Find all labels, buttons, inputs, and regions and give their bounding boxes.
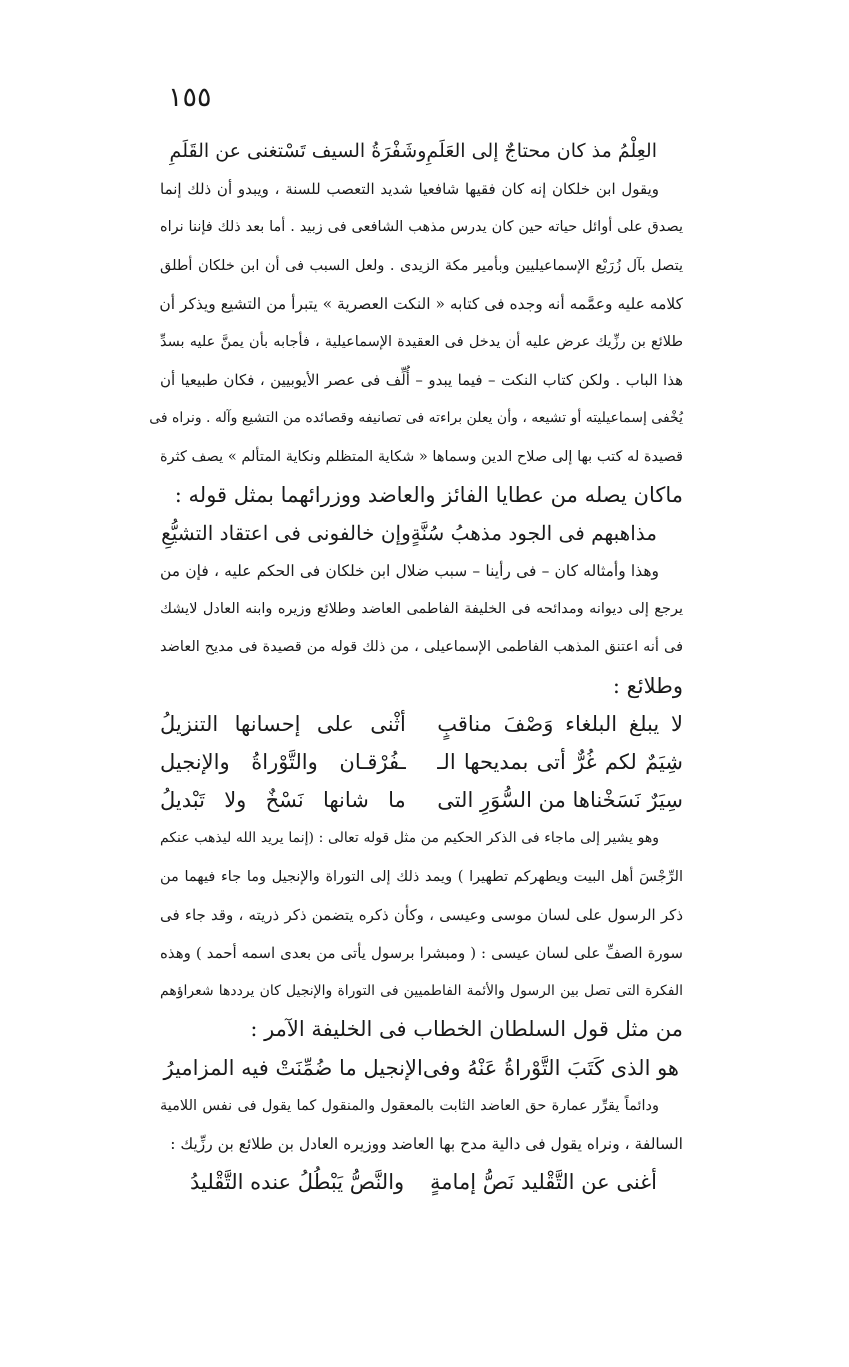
poetry-verse	[160, 781, 683, 819]
poetry-verse	[160, 705, 683, 743]
text-line: السالفة ، ونراه يقول فى دالية مدح بها العاضد ووزيره العادل بن طلائع بن رزِّيك :	[170, 1134, 683, 1153]
verse-hemistich-first: لا يبلغ البلغاء وَصْفَ مناقبٍ	[437, 711, 683, 736]
poetry-verse	[160, 1163, 683, 1201]
text-line: ذكر الرسول على لسان موسى وعيسى ، وكأن ذكره يتضمن ذكر ذريته ، وقد جاء فى	[160, 905, 683, 924]
verse-hemistich-second: وشَفْرَةُ السيف تَسْتغنى عن القَلَمِ	[169, 140, 427, 162]
page-number: ١٥٥	[168, 82, 212, 113]
text-line: وهو يشير إلى ماجاء فى الذكر الحكيم من مثل قوله تعالى : (إنما يريد الله ليذهب عنكم	[160, 830, 659, 847]
text-line: ماكان يصله من عطايا الفائز والعاضد ووزرائهما بمثل قوله :	[174, 482, 683, 507]
verse-hemistich-second: وإن خالفونى فى اعتقاد التشيُّعِ	[161, 520, 411, 545]
verse-hemistich-first: هو الذى كَتَبَ التَّوْراةُ عَنْهُ وفى	[422, 1055, 679, 1080]
verse-hemistich-first: سِيَرٌ نَسَخْناها من السُّوَرِ التى	[437, 788, 683, 813]
poetry-verse	[160, 132, 683, 170]
verse-hemistich-first: العِلْمُ مذ كان محتاجٌ إلى العَلَمِ	[426, 140, 657, 162]
text-line: سورة الصفِّ على لسان عيسى : ( ومبشرا برسول يأتى من بعدى اسمه أحمد ) وهذه	[160, 943, 683, 962]
text-line: الفكرة التى تصل بين الرسول والأئمة الفاطميين فى التوراة والإنجيل كان يرددها شعراؤهم	[160, 983, 683, 1000]
poetry-verse	[160, 743, 683, 781]
verse-hemistich-first: شِيَمٌ لكم غُرٌّ أتى بمديحها الـ	[437, 750, 683, 774]
text-line: يُخْفى إسماعيليته أو تشيعه ، وأن يعلن براءته فى تصانيفه وقصائده من التشيع وآله . ونراه فى	[149, 410, 683, 427]
text-line: ويقول ابن خلكان إنه كان فقيها شافعيا شديد التعصب للسنة ، ويبدو أن ذلك إنما	[160, 180, 659, 199]
text-line: يصدق على أوائل حياته حين كان يدرس مذهب الشافعى فى زبيد . أما بعد ذلك فإننا نراه	[160, 219, 683, 236]
verse-hemistich-second: ـفُرْقـان والتَّوْراةُ والإنجيل	[160, 750, 406, 774]
text-line: من مثل قول السلطان الخطاب فى الخليفة الآمر :	[250, 1017, 683, 1042]
verse-hemistich-second: ما شانها نَسْخٌ ولا تَبْديلُ	[160, 788, 406, 813]
text-line: كلامه عليه وعمَّمه أنه وجده فى كتابه « النكت العصرية » يتبرأ من التشيع ويذكر أن	[159, 294, 683, 313]
text-line: وطلائع :	[612, 673, 683, 698]
page-body	[149, 132, 683, 1201]
verse-hemistich-first: مذاهبهم فى الجود مذهبُ سُنَّةٍ	[410, 520, 657, 545]
poetry-verse	[160, 514, 683, 552]
text-line: طلائع بن رزِّيك عرض عليه أن يدخل فى العقيدة الإسماعيلية ، فأجابه بأن يمنَّ عليه بسدِّ	[160, 333, 683, 350]
verse-hemistich-second: والنَّصُّ يَبْطُلُ عنده التَّقْليدُ	[190, 1170, 405, 1195]
text-line: هذا الباب . ولكن كتاب النكت – فيما يبدو – أُلِّف فى عصر الأيوبيين ، فكان طبيعيا أن	[160, 371, 683, 390]
text-line: وهذا وأمثاله كان – فى رأينا – سبب ضلال ابن خلكان فى الحكم عليه ، فإن من	[160, 562, 659, 581]
text-line: فى أنه اعتنق المذهب الفاطمى الإسماعيلى ، من ذلك قوله من قصيدة فى مديح العاضد	[160, 639, 683, 656]
text-line: يرجع إلى ديوانه ومدائحه فى الخليفة الفاطمى العاضد وطلائع وزيره وابنه العادل لايشك	[160, 601, 683, 618]
verse-hemistich-first: أغنى عن التَّقْليد نَصُّ إمامةٍ	[430, 1170, 657, 1195]
text-line: قصيدة له كتب بها إلى صلاح الدين وسماها « شكاية المتظلم ونكاية المتألم » يصف كثرة	[160, 448, 683, 465]
poetry-verse	[160, 1049, 683, 1087]
text-line: ودائماً يقرِّر عمارة حق العاضد الثابت بالمعقول والمنقول كما يقول فى نفس اللامية	[160, 1097, 659, 1114]
text-line: يتصل بآل زُرَيْع الإسماعيليين وبأمير مكة الزيدى . ولعل السبب فى أن ابن خلكان أطلق	[160, 257, 683, 274]
text-line: الرِّجْسَ أهل البيت ويطهركم تطهيرا ) ويمد ذلك إلى التوراة والإنجيل وما جاء فيهما من	[160, 868, 683, 885]
verse-hemistich-second: أثْنى على إحسانها التنزيلُ	[160, 711, 406, 736]
verse-hemistich-second: الإنجيل ما ضُمِّنَتْ فيه المزاميرُ	[163, 1055, 423, 1080]
